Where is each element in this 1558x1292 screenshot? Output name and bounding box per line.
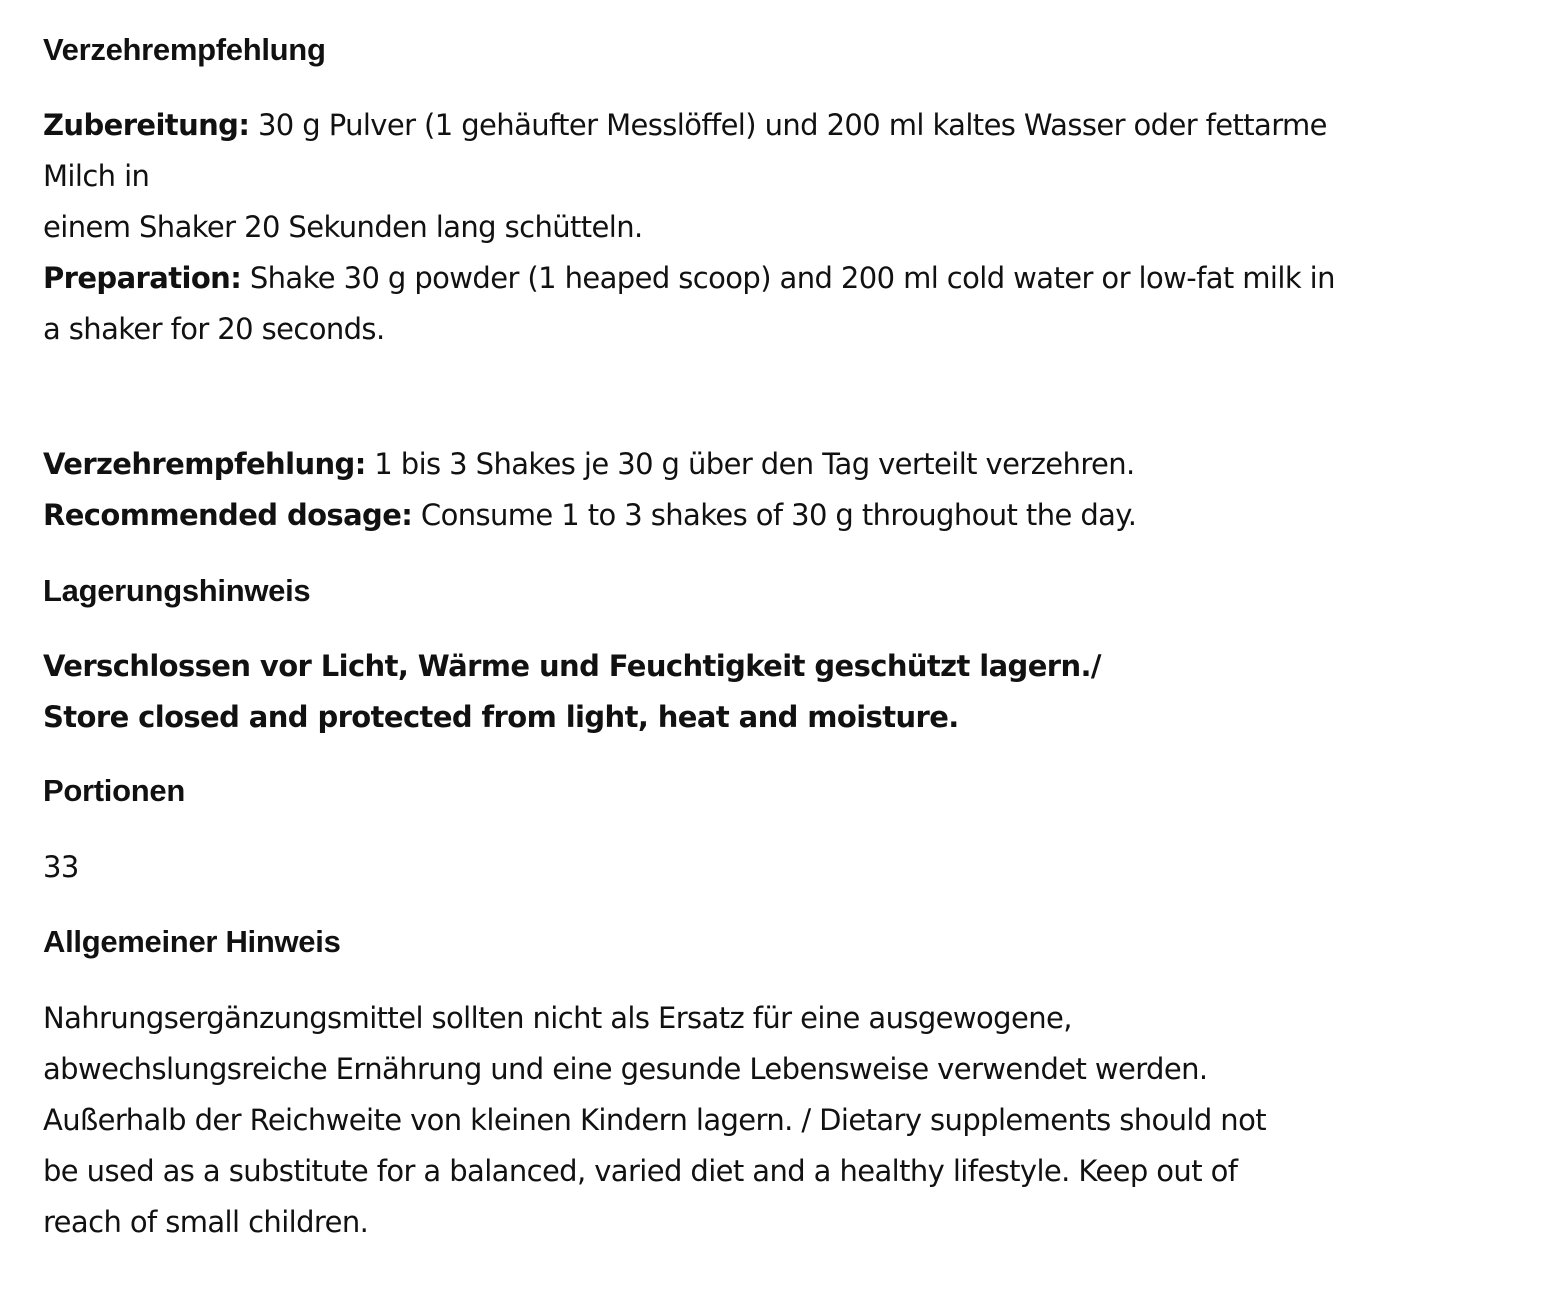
storage-line-1: Verschlossen vor Licht, Wärme und Feuchtigkeit geschützt lagern./: [43, 649, 1101, 683]
prep-en-line-1: [43, 253, 1443, 304]
prep-de-line-3: einem Shaker 20 Sekunden lang schütteln.: [43, 210, 643, 244]
prep-de-line-1: [43, 100, 1443, 151]
servings-value: 33: [43, 850, 79, 884]
prep-en-text-1: Shake 30 g powder (1 heaped scoop) and 200 ml cold water or low-fat milk in: [241, 261, 1335, 295]
general-line-2: abwechslungsreiche Ernährung und eine gesunde Lebensweise verwendet werden.: [43, 1052, 1208, 1086]
servings-heading: Portionen: [43, 773, 185, 808]
prep-de-text-1: 30 g Pulver (1 gehäufter Messlöffel) und 200 ml kaltes Wasser oder fettarme: [249, 108, 1327, 142]
prep-en-line-2: a shaker for 20 seconds.: [43, 312, 385, 346]
general-line-3: Außerhalb der Reichweite von kleinen Kindern lagern. / Dietary supplements should not: [43, 1103, 1267, 1137]
dose-en-label: Recommended dosage:: [43, 498, 413, 532]
general-note-heading: Allgemeiner Hinweis: [43, 924, 341, 959]
general-line-4: be used as a substitute for a balanced, varied diet and a healthy lifestyle. Keep out of: [43, 1154, 1238, 1188]
dose-de-text: 1 bis 3 Shakes je 30 g über den Tag verteilt verzehren.: [365, 447, 1135, 481]
prep-en-label: Preparation:: [43, 261, 242, 295]
preparation-paragraph: [43, 100, 1443, 355]
storage-heading: Lagerungshinweis: [43, 573, 311, 608]
prep-de-line-2: Milch in: [43, 159, 150, 193]
storage-line-2: Store closed and protected from light, heat and moisture.: [43, 700, 959, 734]
dose-en-line: [43, 490, 1443, 541]
general-note-paragraph: [43, 993, 1443, 1248]
dose-de-line: [43, 439, 1443, 490]
general-line-1: Nahrungsergänzungsmittel sollten nicht als Ersatz für eine ausgewogene,: [43, 1001, 1072, 1035]
general-line-5: reach of small children.: [43, 1205, 369, 1239]
dosage-paragraph: [43, 439, 1443, 541]
prep-de-label: Zubereitung:: [43, 108, 250, 142]
consumption-heading: Verzehrempfehlung: [43, 32, 326, 67]
dose-de-label: Verzehrempfehlung:: [43, 447, 366, 481]
storage-paragraph: [43, 641, 1443, 743]
dose-en-text: Consume 1 to 3 shakes of 30 g throughout the day.: [412, 498, 1137, 532]
